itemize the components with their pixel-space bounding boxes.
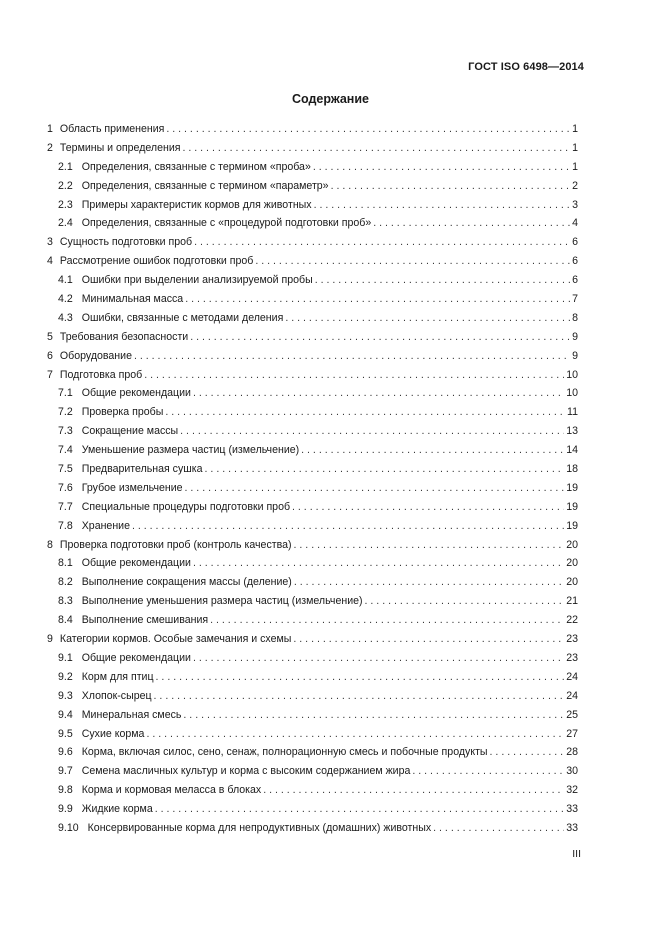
- toc-entry-number: 7: [47, 368, 53, 381]
- toc-dot-leader: [331, 177, 571, 196]
- toc-entry[interactable]: [47, 441, 578, 460]
- toc-entry-page: 9: [572, 330, 578, 343]
- toc-entry-page: 1: [572, 160, 578, 173]
- toc-entry-number: 7.2: [58, 406, 73, 419]
- toc-entry-page: 2: [572, 179, 578, 192]
- toc-entry-number: 9.9: [58, 803, 73, 816]
- toc-entry[interactable]: [47, 271, 578, 290]
- toc-entry-page: 19: [566, 500, 578, 513]
- toc-entry-number: 9.8: [58, 784, 73, 797]
- toc-entry-title: Определения, связанные с термином «параметр»: [81, 179, 329, 192]
- toc-entry-title: Корма и кормовая меласса в блоках: [81, 784, 262, 797]
- toc-entry-title: Предварительная сушка: [81, 463, 203, 476]
- toc-entry[interactable]: [47, 422, 578, 441]
- toc-entry[interactable]: [47, 252, 578, 271]
- toc-entry-number: 9: [47, 633, 53, 646]
- toc-entry[interactable]: [47, 630, 578, 649]
- toc-entry-page: 7: [572, 293, 578, 306]
- toc-entry[interactable]: [47, 611, 578, 630]
- toc-entry-number: 9.2: [58, 670, 73, 683]
- toc-dot-leader: [185, 479, 565, 498]
- toc-entry[interactable]: [47, 781, 578, 800]
- toc-entry-page: 1: [572, 141, 578, 154]
- toc-entry-number: 8: [47, 538, 53, 551]
- toc-entry-title: Выполнение смешивания: [81, 614, 209, 627]
- toc-entry[interactable]: [47, 309, 578, 328]
- toc-entry-number: 7.6: [58, 481, 73, 494]
- toc-dot-leader: [263, 781, 564, 800]
- toc-entry-number: 9.6: [58, 746, 73, 759]
- toc-entry-title: Жидкие корма: [81, 803, 153, 816]
- toc-entry[interactable]: [47, 668, 578, 687]
- toc-entry-title: Определения, связанные с «процедурой подготовки проб»: [81, 217, 372, 230]
- toc-dot-leader: [155, 800, 564, 819]
- toc-entry-number: 4: [47, 255, 53, 268]
- toc-entry[interactable]: [47, 536, 578, 555]
- toc-entry-title: Выполнение уменьшения размера частиц (измельчение): [81, 595, 363, 608]
- toc-entry-page: 20: [566, 538, 578, 551]
- toc-dot-leader: [314, 196, 571, 215]
- toc-entry[interactable]: [47, 460, 578, 479]
- toc-entry-title: Корм для птиц: [81, 670, 154, 683]
- toc-dot-leader: [373, 214, 570, 233]
- toc-entry-number: 7.7: [58, 500, 73, 513]
- toc-entry[interactable]: [47, 592, 578, 611]
- toc-dot-leader: [294, 573, 564, 592]
- toc-entry[interactable]: [47, 196, 578, 215]
- toc-dot-leader: [412, 762, 564, 781]
- toc-entry-page: 33: [566, 803, 578, 816]
- toc-entry-number: 4.3: [58, 311, 73, 324]
- toc-dot-leader: [292, 498, 564, 517]
- toc-entry-title: Область применения: [59, 123, 165, 135]
- toc-entry-number: 9.3: [58, 689, 73, 702]
- toc-entry-page: 28: [566, 746, 578, 759]
- toc-dot-leader: [183, 706, 564, 725]
- toc-dot-leader: [210, 611, 564, 630]
- toc-entry[interactable]: [47, 177, 578, 196]
- toc-dot-leader: [185, 290, 570, 309]
- toc-dot-leader: [183, 139, 571, 158]
- toc-dot-leader: [154, 687, 565, 706]
- toc-entry-number: 2.3: [58, 198, 73, 211]
- toc-entry-page: 27: [566, 727, 578, 740]
- toc-entry-page: 10: [566, 368, 578, 381]
- toc-dot-leader: [193, 554, 564, 573]
- toc-entry-page: 14: [566, 444, 578, 457]
- toc-entry-number: 9.5: [58, 727, 73, 740]
- toc-entry-title: Сухие корма: [81, 727, 145, 740]
- toc-dot-leader: [132, 517, 564, 536]
- toc-entry-number: 1: [47, 123, 53, 135]
- toc-entry-title: Категории кормов. Особые замечания и схемы: [59, 633, 292, 646]
- toc-entry[interactable]: [47, 479, 578, 498]
- toc-entry-page: 4: [572, 217, 578, 230]
- toc-entry[interactable]: [47, 649, 578, 668]
- page-title: Содержание: [291, 92, 369, 106]
- toc-dot-leader: [144, 366, 564, 385]
- toc-entry-title: Минеральная смесь: [81, 708, 182, 721]
- toc-entry-page: 10: [566, 387, 578, 400]
- toc-entry[interactable]: [47, 328, 578, 347]
- toc-entry-title: Оборудование: [59, 349, 132, 362]
- toc-entry-page: 25: [566, 708, 578, 721]
- toc-entry-page: 19: [566, 519, 578, 532]
- toc-dot-leader: [193, 384, 564, 403]
- toc-dot-leader: [156, 668, 565, 687]
- toc-dot-leader: [193, 649, 564, 668]
- toc-dot-leader: [166, 120, 570, 139]
- toc-entry-title: Ошибки, связанные с методами деления: [81, 311, 284, 324]
- toc-entry-title: Примеры характеристик кормов для животных: [81, 198, 312, 211]
- toc-entry-title: Минимальная масса: [81, 293, 184, 306]
- toc-entry-title: Хранение: [81, 519, 130, 532]
- toc-dot-leader: [205, 460, 565, 479]
- toc-entry-number: 9.7: [58, 765, 73, 778]
- toc-entry-page: 22: [566, 614, 578, 627]
- toc-entry-title: Требования безопасности: [59, 330, 189, 343]
- toc-entry-number: 2: [47, 141, 53, 154]
- toc-entry[interactable]: [47, 743, 578, 762]
- toc-entry-number: 2.4: [58, 217, 73, 230]
- toc-entry-number: 9.4: [58, 708, 73, 721]
- toc-entry-page: 18: [566, 463, 578, 476]
- toc-dot-leader: [293, 630, 564, 649]
- toc-dot-leader: [365, 592, 565, 611]
- toc-entry-number: 3: [47, 236, 53, 249]
- toc-entry-page: 24: [566, 670, 578, 683]
- toc-entry-title: Подготовка проб: [59, 368, 143, 381]
- toc-entry[interactable]: [47, 158, 578, 177]
- toc-entry-page: 23: [566, 651, 578, 664]
- toc-entry[interactable]: [47, 214, 578, 233]
- toc-entry-number: 8.1: [58, 557, 73, 570]
- toc-entry-page: 21: [566, 595, 578, 608]
- toc-entry-title: Проверка пробы: [81, 406, 164, 419]
- toc-entry-number: 7.5: [58, 463, 73, 476]
- toc-entry-page: 8: [572, 311, 578, 324]
- toc-entry[interactable]: [47, 819, 578, 838]
- toc-entry-page: 1: [572, 123, 578, 135]
- toc-entry-number: 9.10: [58, 821, 79, 834]
- toc-entry[interactable]: [47, 233, 578, 252]
- toc-entry-page: 19: [566, 481, 578, 494]
- toc-dot-leader: [313, 158, 570, 177]
- toc-entry-number: 7.3: [58, 425, 73, 438]
- toc-entry-title: Специальные процедуры подготовки проб: [81, 500, 291, 513]
- toc-entry-title: Ошибки при выделении анализируемой пробы: [81, 274, 313, 287]
- toc-entry[interactable]: [47, 403, 578, 422]
- toc-entry-number: 4.2: [58, 293, 73, 306]
- toc-dot-leader: [301, 441, 564, 460]
- toc-entry-title: Семена масличных культур и корма с высоким содержанием жира: [81, 765, 411, 778]
- toc-entry[interactable]: [47, 517, 578, 536]
- toc-entry-page: 20: [566, 557, 578, 570]
- toc-entry-page: 20: [566, 576, 578, 589]
- page-number: III: [572, 848, 581, 860]
- toc-entry[interactable]: [47, 573, 578, 592]
- toc-entry-number: 2.2: [58, 179, 73, 192]
- toc-entry-page: 30: [566, 765, 578, 778]
- toc-entry-number: 8.4: [58, 614, 73, 627]
- toc-entry-title: Общие рекомендации: [81, 651, 191, 664]
- toc-dot-leader: [146, 725, 564, 744]
- toc-dot-leader: [180, 422, 564, 441]
- toc-entry-number: 9.1: [58, 651, 73, 664]
- toc-entry-page: 32: [566, 784, 578, 797]
- toc-entry-title: Хлопок-сырец: [81, 689, 152, 702]
- toc-entry-page: 6: [572, 255, 578, 268]
- toc-dot-leader: [294, 536, 565, 555]
- toc-dot-leader: [255, 252, 570, 271]
- toc-entry[interactable]: [47, 725, 578, 744]
- toc-entry-page: 24: [566, 689, 578, 702]
- toc-dot-leader: [134, 347, 570, 366]
- toc-entry-page: 33: [566, 821, 578, 834]
- toc-entry-number: 7.4: [58, 444, 73, 457]
- toc-entry[interactable]: [47, 366, 578, 385]
- table-of-contents: [47, 120, 578, 838]
- toc-entry-page: 6: [572, 236, 578, 249]
- toc-dot-leader: [490, 743, 565, 762]
- toc-entry[interactable]: [47, 120, 578, 139]
- toc-entry-title: Консервированные корма для непродуктивных (домашних) животных: [87, 821, 432, 834]
- toc-dot-leader: [190, 328, 570, 347]
- toc-entry[interactable]: [47, 687, 578, 706]
- toc-entry-title: Грубое измельчение: [81, 481, 183, 494]
- toc-entry-title: Термины и определения: [59, 141, 181, 154]
- toc-entry-number: 6: [47, 349, 53, 362]
- toc-entry-page: 6: [572, 274, 578, 287]
- toc-entry-number: 4.1: [58, 274, 73, 287]
- toc-entry-title: Сущность подготовки проб: [59, 236, 193, 249]
- toc-entry[interactable]: [47, 139, 578, 158]
- toc-entry[interactable]: [47, 554, 578, 573]
- toc-entry-title: Общие рекомендации: [81, 557, 191, 570]
- toc-entry[interactable]: [47, 762, 578, 781]
- toc-entry-number: 8.2: [58, 576, 73, 589]
- document-header: ГОСТ ISO 6498—2014: [468, 61, 584, 73]
- toc-entry-title: Определения, связанные с термином «проба»: [81, 160, 311, 173]
- toc-entry-page: 11: [567, 406, 578, 419]
- toc-entry-title: Сокращение массы: [81, 425, 179, 438]
- toc-entry[interactable]: [47, 290, 578, 309]
- toc-entry-page: 23: [566, 633, 578, 646]
- toc-entry-title: Проверка подготовки проб (контроль качества): [59, 538, 292, 551]
- toc-entry[interactable]: [47, 347, 578, 366]
- toc-entry-title: Общие рекомендации: [81, 387, 191, 400]
- toc-entry-title: Уменьшение размера частиц (измельчение): [81, 444, 300, 457]
- toc-entry[interactable]: [47, 800, 578, 819]
- toc-entry-page: 13: [566, 425, 578, 438]
- toc-entry-page: 3: [572, 198, 578, 211]
- toc-dot-leader: [285, 309, 570, 328]
- toc-entry-number: 5: [47, 330, 53, 343]
- toc-dot-leader: [165, 403, 565, 422]
- toc-entry[interactable]: [47, 706, 578, 725]
- toc-entry-title: Рассмотрение ошибок подготовки проб: [59, 255, 254, 268]
- toc-entry-number: 2.1: [58, 160, 73, 173]
- toc-entry-title: Выполнение сокращения массы (деление): [81, 576, 292, 589]
- toc-entry-title: Корма, включая силос, сено, сенаж, полнорационную смесь и побочные продукты: [81, 746, 488, 759]
- toc-entry-number: 8.3: [58, 595, 73, 608]
- toc-entry-number: 7.1: [58, 387, 73, 400]
- toc-entry[interactable]: [47, 498, 578, 517]
- toc-entry-page: 9: [572, 349, 578, 362]
- toc-dot-leader: [315, 271, 570, 290]
- toc-entry[interactable]: [47, 384, 578, 403]
- toc-dot-leader: [194, 233, 570, 252]
- toc-entry-number: 7.8: [58, 519, 73, 532]
- toc-dot-leader: [433, 819, 564, 838]
